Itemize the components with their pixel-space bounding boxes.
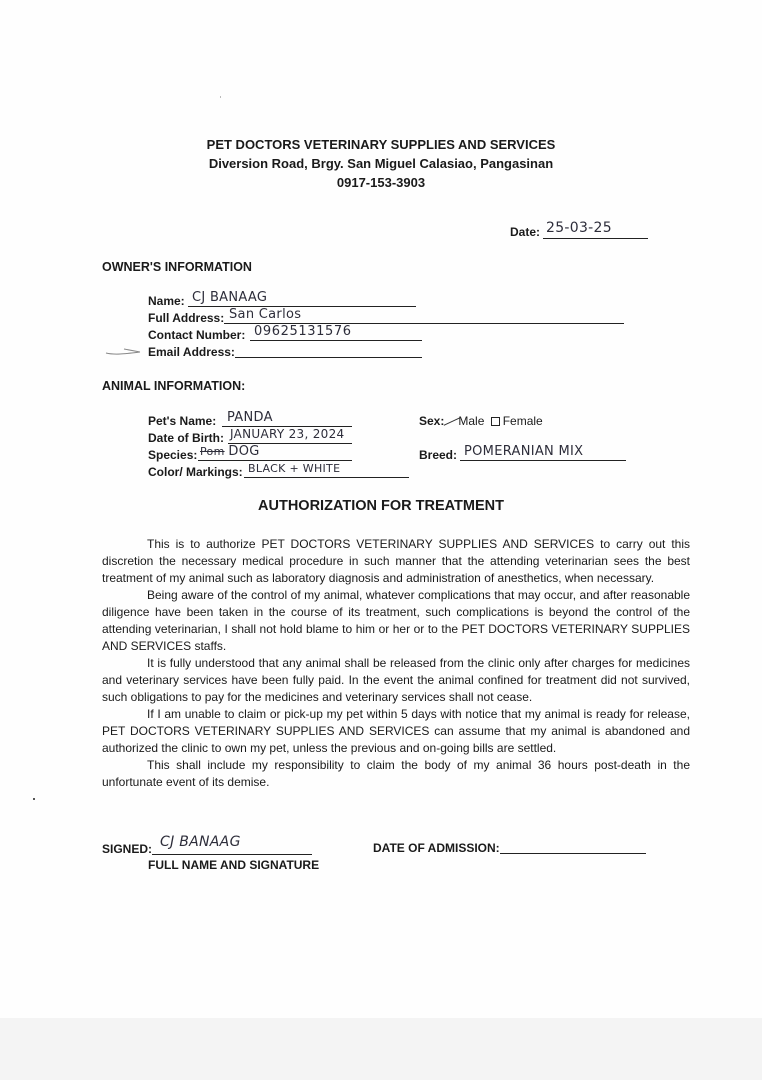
- scan-speck: [33, 798, 35, 800]
- dob-label: Date of Birth:: [148, 431, 224, 445]
- owner-address-value[interactable]: San Carlos: [229, 307, 302, 322]
- authorization-paragraph: Being aware of the control of my animal, whatever complications that may occur, and after reasonable diligence have been taken in the course of its treatment, such complications is beyond the control of the attending veterinarian, I shall not hold blame to him or her or to the PET DOCTORS VETERINARY SUPPLIES AND SERVICES staffs.: [102, 588, 690, 653]
- authorization-title: AUTHORIZATION FOR TREATMENT: [258, 498, 504, 514]
- color-value[interactable]: BLACK + WHITE: [248, 462, 341, 475]
- sex-female-option: Female: [502, 414, 543, 428]
- signature-line: [152, 854, 312, 855]
- species-handwriting: [200, 444, 260, 459]
- color-line: [244, 477, 409, 478]
- admission-date-line: [500, 853, 646, 854]
- signature-caption: FULL NAME AND SIGNATURE: [148, 858, 320, 872]
- company-address: Diversion Road, Brgy. San Miguel Calasiao, Pangasinan: [208, 156, 554, 171]
- authorization-paragraph: This shall include my responsibility to claim the body of my animal 36 hours post-death in the unfortunate event of its demise.: [102, 758, 690, 789]
- company-phone: 0917-153-3903: [336, 175, 426, 190]
- sex-label: Sex:: [419, 414, 445, 428]
- breed-line: [460, 460, 626, 461]
- pencil-stroke-mark: [104, 345, 144, 357]
- dob-value[interactable]: JANUARY 23, 2024: [230, 427, 345, 441]
- owner-contact-value[interactable]: 09625131576: [254, 324, 352, 339]
- date-line: [543, 238, 648, 239]
- species-struck-value: Pom: [200, 445, 225, 458]
- species-line: [198, 460, 352, 461]
- female-checkbox[interactable]: [491, 417, 500, 426]
- scan-speck: [220, 96, 221, 98]
- date-label: Date:: [510, 225, 541, 239]
- company-name: PET DOCTORS VETERINARY SUPPLIES AND SERVICES: [206, 137, 556, 152]
- sex-male-option: Male: [458, 414, 485, 428]
- owner-name-value[interactable]: CJ BANAAG: [192, 290, 268, 305]
- breed-label: Breed:: [419, 448, 458, 462]
- owner-email-label: Email Address:: [148, 345, 235, 359]
- owner-contact-line: [250, 340, 422, 341]
- sex-field: [419, 414, 543, 428]
- owner-email-line: [235, 357, 422, 358]
- breed-value[interactable]: POMERANIAN MIX: [464, 444, 584, 459]
- color-label: Color/ Markings:: [148, 465, 243, 479]
- signed-label: SIGNED:: [102, 842, 153, 856]
- authorization-body: [102, 536, 690, 791]
- owner-contact-label: Contact Number:: [148, 328, 246, 342]
- species-value[interactable]: DOG: [228, 444, 260, 459]
- male-checkbox-checked[interactable]: [446, 417, 458, 425]
- admission-date-label: DATE OF ADMISSION:: [373, 841, 500, 855]
- scan-bottom-margin: [0, 1018, 762, 1080]
- pet-name-value[interactable]: PANDA: [227, 410, 273, 425]
- signature-value[interactable]: CJ BANAAG: [160, 834, 241, 850]
- animal-section-heading: ANIMAL INFORMATION:: [102, 379, 246, 393]
- authorization-paragraph: This is to authorize PET DOCTORS VETERINARY SUPPLIES AND SERVICES to carry out this discretion the necessary medical procedure in such manner that the attending veterinarian sees the best treatment of my animal such as laboratory diagnosis and administration of anesthetics, when necessary.: [102, 537, 690, 585]
- species-label: Species:: [148, 448, 198, 462]
- authorization-paragraph: It is fully understood that any animal shall be released from the clinic only after charges for medicines and veterinary services have been fully paid. In the event the animal confined for treatment did not survived, such obligations to pay for the medicines and veterinary services shall not cease.: [102, 656, 690, 704]
- letterhead: [0, 135, 762, 192]
- authorization-paragraph: If I am unable to claim or pick-up my pet within 5 days with notice that my animal is ready for release, PET DOCTORS VETERINARY SUPPLIES AND SERVICES can assume that my animal is abandoned and authorized the clinic to own my pet, unless the previous and on-going bills are settled.: [102, 707, 690, 755]
- owner-name-label: Name:: [148, 294, 185, 308]
- owner-section-heading: OWNER'S INFORMATION: [102, 260, 252, 274]
- pet-name-label: Pet's Name:: [148, 414, 217, 428]
- date-value[interactable]: 25-03-25: [546, 220, 612, 236]
- owner-name-line: [188, 306, 416, 307]
- owner-address-label: Full Address:: [148, 311, 225, 325]
